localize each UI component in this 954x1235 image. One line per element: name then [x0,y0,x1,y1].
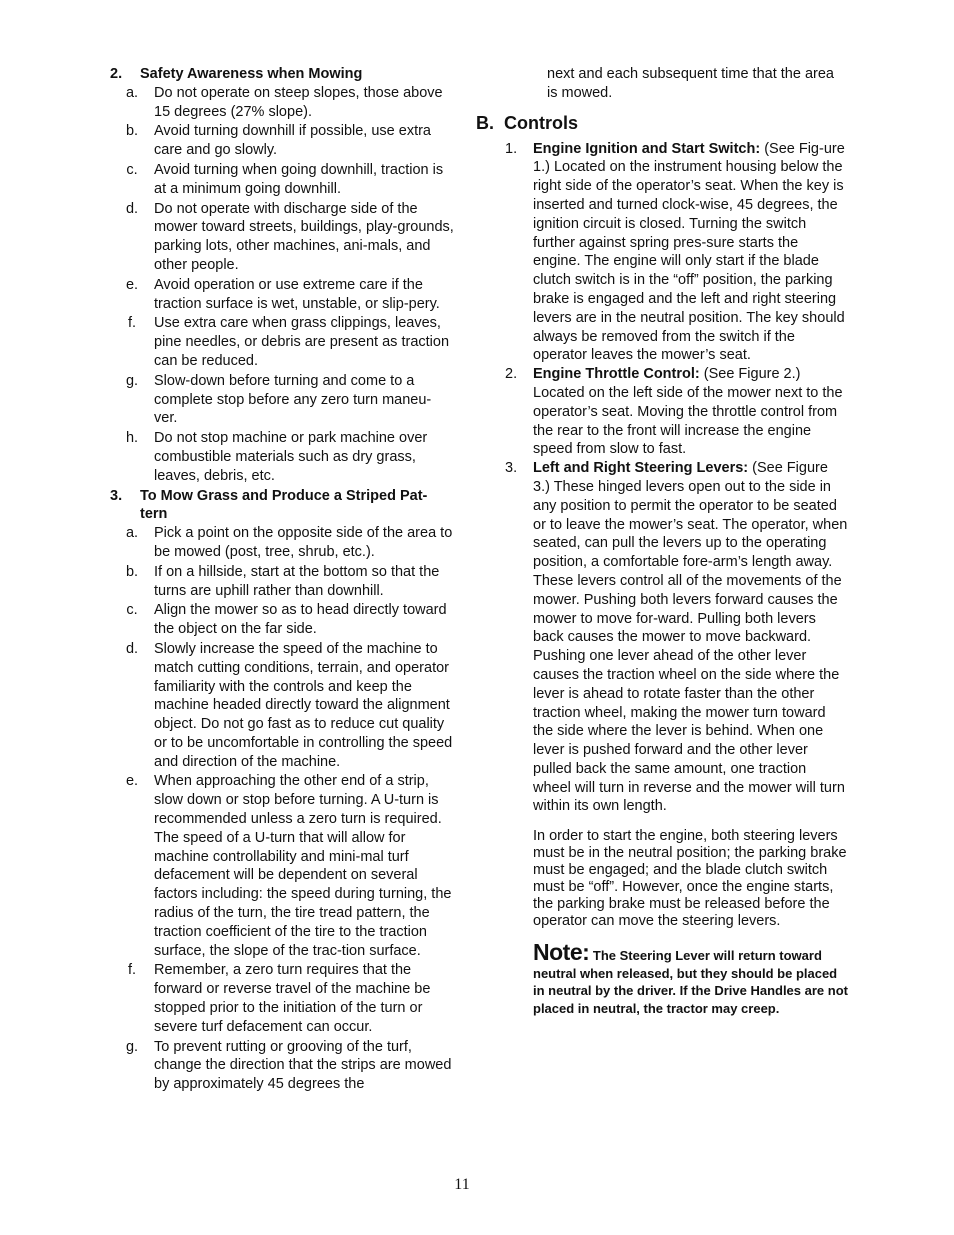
section-heading [110,65,454,84]
section-title: To Mow Grass and Produce a Striped Pat-tern [140,487,428,523]
list-item-label: a. [125,525,139,542]
control-item [476,365,848,459]
list-item-text: Avoid turning when going downhill, traction is at a minimum going downhill. [154,161,444,197]
list-item-label: f. [127,315,137,332]
list-item-text: Avoid operation or use extreme care if the traction surface is wet, unstable, or slip-pery. [154,276,440,312]
list-item-label: g. [125,372,139,389]
list-item [110,1038,454,1094]
control-item [476,140,848,366]
list-item [110,429,454,485]
list-item [110,563,454,601]
right-column [476,65,848,1017]
list-item [110,601,454,639]
section-title: Safety Awareness when Mowing [140,66,363,82]
list-item-label: d. [125,640,139,657]
list-item-text: Slow-down before turning and come to a complete stop before any zero turn maneu-ver. [154,372,432,427]
control-number: 2. [505,366,518,383]
list-item [110,314,454,370]
list-item [110,161,454,199]
list-item-text: If on a hillside, start at the bottom so that the turns are uphill rather than downhill. [154,563,440,599]
controls-heading-title: Controls [504,112,578,133]
page-number: 11 [454,1176,470,1193]
list-item [110,200,454,275]
note-label: Note: [533,939,590,966]
controls-heading [476,111,848,135]
control-title: Left and Right Steering Levers: [533,460,749,477]
list-item [110,372,454,428]
section-safety-awareness [110,65,454,486]
list-item [110,961,454,1036]
list-item-text: To prevent rutting or grooving of the turf, change the direction that the strips are mowed by approximately 45 degrees the [154,1038,452,1093]
list-item-label: c. [126,161,138,178]
list-item-text: Do not stop machine or park machine over combustible materials such as dry grass, leaves, debris, etc. [154,430,428,484]
list-item [110,524,454,562]
list-item-label: a. [125,84,139,101]
note-text: The Steering Lever will return toward neutral when released, but they should be placed in neutral by the driver. If the Drive Handles are not placed in neutral, the tractor may creep. [533,948,848,1016]
list-item-label: f. [127,962,137,979]
section-number: 2. [110,66,123,82]
list-item [110,84,454,122]
section-number: 3. [110,487,123,504]
left-column [110,65,454,1095]
list-item [110,276,454,314]
list-item [110,122,454,160]
list-item-label: b. [125,123,139,140]
list-item-text: Slowly increase the speed of the machine to match cutting conditions, terrain, and operator familiarity with the controls and keep the machine headed directly toward the alignment object. Do not go fast as to reduce cut quality or to be uncomfortable in controlling the speed and direction of the machine. [154,640,453,770]
control-description [533,459,848,816]
control-number: 1. [505,140,518,157]
list-item-label: g. [125,1038,139,1055]
list-item-text: Do not operate with discharge side of the mower toward streets, buildings, play-grounds, parking lots, other machines, ani-mals, and other people. [154,200,454,273]
list-item-label: d. [125,200,139,217]
controls-heading-letter: B. [476,112,494,133]
section-striped-pattern [110,487,454,1095]
continued-text: next and each subsequent time that the area is mowed. [547,66,834,101]
control-text: (See Figure 2.) Located on the left side of the mower next to the operator’s seat. Moving the throttle control from the rear to the front will increase the engine speed from slow to fast. [533,366,843,458]
list-item-text: When approaching the other end of a strip, slow down or stop before turning. A U-turn is recommended unless a zero turn is required. The speed of a U-turn that will allow for machine controllability and mini-mal turf defacement will be dependent on several factors including: the speed during turning, the radius of the turn, the tire tread pattern, the traction coefficient of the tire to the traction surface, the slope of the trac-tion surface. [154,773,452,959]
control-title: Engine Throttle Control: [533,366,700,383]
list-item-label: e. [125,773,139,790]
striped-pattern-list [110,524,454,1094]
list-item-label: c. [126,602,138,619]
section-heading [110,487,454,525]
list-item [110,640,454,772]
list-item-text: Align the mower so as to head directly toward the object on the far side. [154,602,447,638]
control-item [476,459,848,816]
start-engine-paragraph: In order to start the engine, both steering levers must be in the neutral position; the parking brake must be engaged; and the blade clutch switch must be “off”. However, once the engine starts, the parking brake must be released before the operator can move the steering levers. [533,828,847,930]
control-text: (See Fig-ure 1.) Located on the instrument housing below the right side of the operator’s seat. When the key is inserted and turned clock-wise, 45 degrees, the ignition circuit is closed. Turning the switch further against spring pres-sure starts the engine. The engine will only start if the blade clutch switch is in the “off” position, the parking brake is engaged and the left and right steering levers are in the neutral position. The key should always be removed from the switch if the operator leaves the mower’s seat. [533,140,845,364]
list-item-label: e. [125,276,139,293]
list-item-text: Use extra care when grass clippings, leaves, pine needles, or debris are present as traction can be reduced. [154,315,450,369]
control-number: 3. [505,460,518,477]
list-item-label: b. [125,563,139,580]
control-title: Engine Ignition and Start Switch: [533,140,761,157]
list-item [110,772,454,960]
controls-list [476,140,848,817]
list-item-text: Do not operate on steep slopes, those above 15 degrees (27% slope). [154,84,443,120]
safety-list [110,84,454,486]
control-description [533,365,848,459]
list-item-text: Pick a point on the opposite side of the area to be mowed (post, tree, shrub, etc.). [154,525,453,560]
list-item-text: Remember, a zero turn requires that the forward or reverse travel of the machine be stopped prior to the initiation of the turn or severe turf defacement can occur. [154,962,431,1035]
note-block [476,939,848,1017]
list-item-label: h. [125,430,139,447]
control-description [533,140,848,366]
list-item-text: Avoid turning downhill if possible, use extra care and go slowly. [154,123,432,159]
control-text: (See Figure 3.) These hinged levers open out to the side in any position to permit the operator to be seated or to leave the mower’s seat. The operator, when seated, can pull the levers up to the operating position, a comfortable fore-arm’s length away. These levers control all of the movements of the mower. Pushing both levers forward causes the mower to move for-ward. Pulling both levers back causes the mower to move backward. Pushing one lever ahead of the other lever causes the traction wheel on the side where the lever is ahead to rotate faster than the other traction wheel, making the mower turn toward the side where the lever is behind. When one lever is pushed forward and the other lever pulled back the same amount, one traction wheel will turn in reverse and the mower will turn within its own length. [533,460,848,815]
